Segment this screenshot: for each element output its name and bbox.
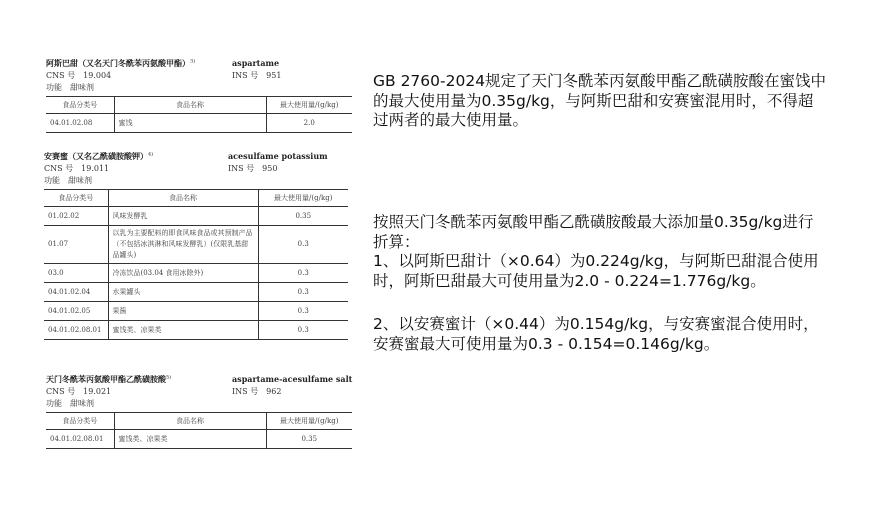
food-code: 04.01.02.05 [44,302,108,321]
acesulfame-footnote: 4) [148,151,154,158]
salt-title-en: aspartame-acesulfame salt [232,374,353,384]
food-code: 01.02.02 [44,207,108,226]
table-row [44,321,348,340]
col-code-header: 食品分类号 [44,190,108,207]
aspartame-function: 功能 甜味剂 [46,83,94,92]
aspartame-title-cn: 阿斯巴甜（又名天门冬酰苯丙氨酸甲酯） [46,58,190,68]
food-name: 果酱 [108,302,258,321]
food-code: 03.0 [44,264,108,283]
note-line: 折算： [373,232,420,251]
acesulfame-codes [44,163,348,175]
note-line: 的最大使用量为0.35g/kg，与阿斯巴甜和安赛蜜混用时，不得超 [373,91,814,110]
note-line: 时，阿斯巴甜最大可使用量为2.0 - 0.224=1.776g/kg。 [373,271,766,290]
table-row [46,430,352,449]
salt-cns: CNS 号 19.021 [46,387,112,396]
note-line: 过两者的最大使用量。 [373,111,529,129]
col-name-header: 食品名称 [114,97,266,114]
salt-function: 功能 甜味剂 [46,399,94,408]
max-usage: 0.35 [266,430,352,449]
salt-title-cn: 天门冬酰苯丙氨酸甲酯乙酰磺胺酸 [46,374,166,384]
col-max-header: 最大使用量/(g/kg) [258,190,348,207]
table-row [44,226,348,264]
note-line: 安赛蜜最大可使用量为0.3 - 0.154=0.146g/kg。 [373,334,720,353]
acesulfame-function: 功能 甜味剂 [44,176,92,185]
col-max-header: 最大使用量/(g/kg) [266,97,352,114]
aspartame-ins: INS 号 951 [232,71,282,80]
table-row [46,114,352,133]
food-code: 04.01.02.08.01 [44,321,108,340]
food-name: 冷冻饮品(03.04 食用冰除外) [108,264,258,283]
food-name: 蜜饯类、凉果类 [108,321,258,340]
note-line: 2、以安赛蜜计（×0.44）为0.154g/kg，与安赛蜜混合使用时， [373,315,819,333]
salt-title [46,374,352,386]
aspartame-footnote: 3) [190,58,196,65]
aspartame-acesulfame-spec [46,374,352,449]
table-header-row [46,413,352,430]
max-usage: 0.3 [258,302,348,321]
max-usage: 0.3 [258,264,348,283]
food-code: 04.01.02.04 [44,283,108,302]
food-code: 01.07 [44,226,108,264]
acesulfame-table [44,189,348,340]
food-name: 以乳为主要配料的即食风味食品或其预制产品（不包括冰淇淋和风味发酵乳）(仅限乳基甜品罐头) [108,226,258,264]
aspartame-spec [46,58,352,133]
max-usage: 0.3 [258,283,348,302]
acesulfame-title-en: acesulfame potassium [228,151,328,161]
food-name: 水果罐头 [108,283,258,302]
acesulfame-cns: CNS 号 19.011 [44,164,110,173]
aspartame-title [46,58,352,70]
col-code-header: 食品分类号 [46,413,114,430]
salt-table [46,412,352,449]
col-code-header: 食品分类号 [46,97,114,114]
table-row [44,207,348,226]
food-name: 蜜饯类、凉果类 [114,430,266,449]
col-name-header: 食品名称 [108,190,258,207]
salt-footnote: 5) [166,374,172,381]
table-row [44,264,348,283]
acesulfame-conversion-note [373,315,853,354]
acesulfame-spec [44,151,348,340]
aspartame-codes [46,70,352,82]
acesulfame-title-cn: 安赛蜜（又名乙酰磺胺酸钾） [44,151,148,161]
table-header-row [46,97,352,114]
max-usage: 0.3 [258,321,348,340]
food-code: 04.01.02.08 [46,114,114,133]
table-row [44,283,348,302]
acesulfame-ins: INS 号 950 [228,164,278,173]
max-usage: 0.3 [258,226,348,264]
gb2760-rule-note [373,72,853,131]
food-code: 04.01.02.08.01 [46,430,114,449]
note-line: 1、以阿斯巴甜计（×0.64）为0.224g/kg，与阿斯巴甜混合使用 [373,252,819,270]
food-name: 风味发酵乳 [108,207,258,226]
max-usage: 0.35 [258,207,348,226]
conversion-note [373,213,853,291]
table-row [44,302,348,321]
aspartame-cns: CNS 号 19.004 [46,71,112,80]
col-name-header: 食品名称 [114,413,266,430]
note-line: GB 2760-2024规定了天门冬酰苯丙氨酸甲酯乙酰磺胺酸在蜜饯中 [373,72,827,90]
table-header-row [44,190,348,207]
salt-codes [46,386,352,398]
salt-ins: INS 号 962 [232,387,282,396]
col-max-header: 最大使用量/(g/kg) [266,413,352,430]
acesulfame-title [44,151,348,163]
aspartame-title-en: aspartame [232,58,280,68]
food-name: 蜜饯 [114,114,266,133]
max-usage: 2.0 [266,114,352,133]
note-line: 按照天门冬酰苯丙氨酸甲酯乙酰磺胺酸最大添加量0.35g/kg进行 [373,213,814,231]
aspartame-table [46,96,352,133]
